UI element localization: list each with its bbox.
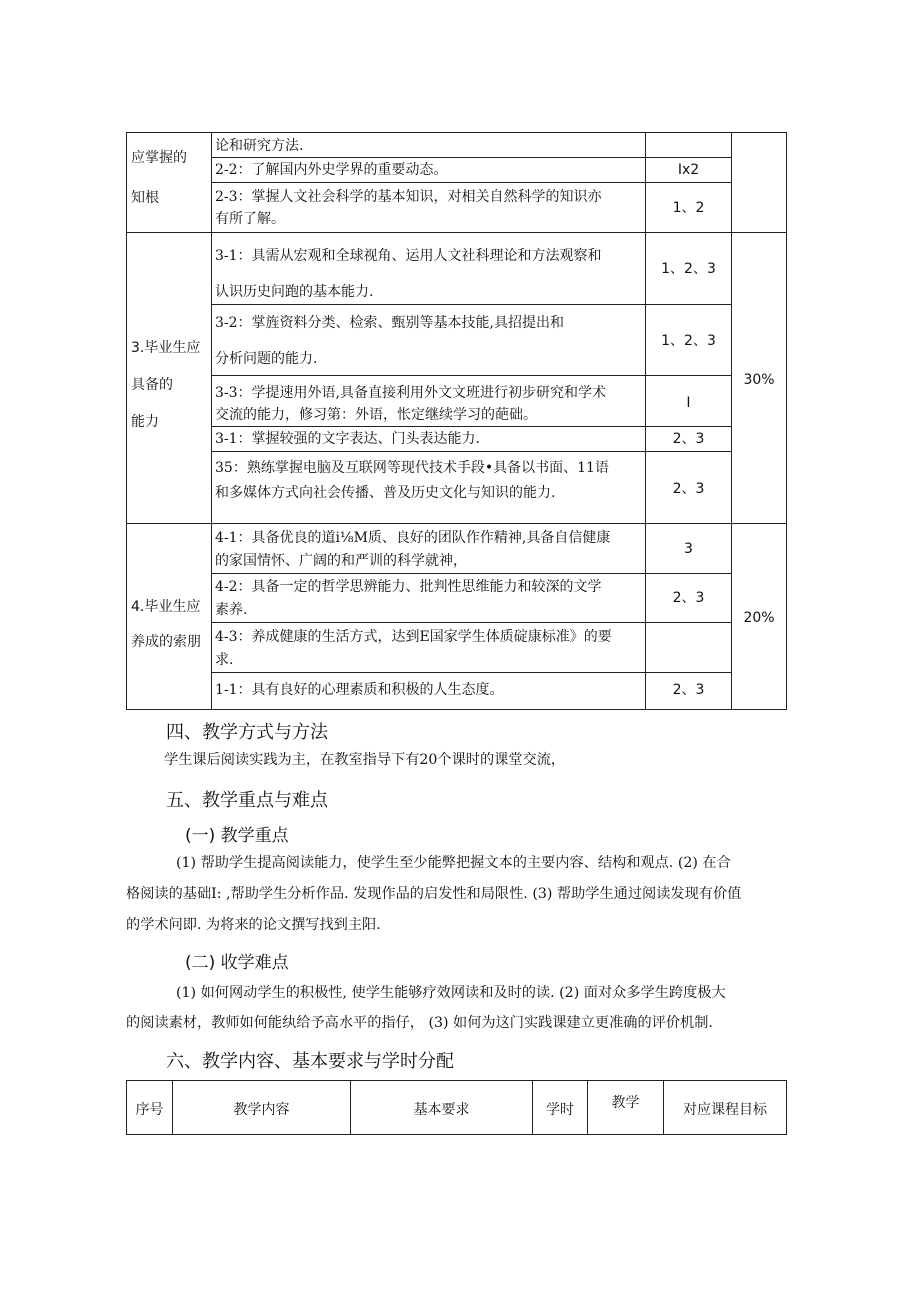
table-col-line — [532, 1080, 533, 1135]
weight-value: 20% — [743, 610, 775, 626]
goal-text: 交流的能力，修习第：外语，怅定继续学习的葩础。 — [215, 407, 537, 423]
goal-text: 求. — [215, 652, 234, 668]
paragraph-line: 格阅读的基础I: ,帮助学生分析作品. 发现作品的启发性和局限性. (3) 帮助学生通过阅读发现有价值 — [126, 886, 742, 902]
goal-text: 3-2：掌旌资料分类、检索、甄别等基本技能,具招提出和 — [215, 315, 564, 331]
group-separator — [126, 523, 787, 524]
row-separator — [211, 672, 732, 673]
table-border-left — [126, 132, 127, 710]
column-header: 基本要求 — [413, 1102, 470, 1118]
category-label: 应掌握的 — [131, 150, 187, 166]
goal-text: 认识历史问跑的基本能力. — [215, 284, 374, 300]
goal-text: 3-3：学提速用外语,具备直接利用外文文班进行初步研究和学术 — [215, 385, 606, 401]
goal-text: 的家国情怀、广阔的和严训的科学就神， — [215, 553, 467, 569]
row-separator — [211, 182, 732, 183]
table-border-left — [126, 1080, 127, 1135]
goal-text: 4-3：养成健康的生活方式，达到E国家学生体质碇康标准》的要 — [215, 629, 612, 645]
row-separator — [211, 573, 732, 574]
table-col-line — [172, 1080, 173, 1135]
category-label: 能力 — [131, 414, 159, 430]
goal-text: 和多媒体方式向社会传播、普及历史文化与知识的能力. — [215, 485, 556, 501]
paragraph-line: (1) 如何网动学生的积极性, 使学生能够疗效网读和及时的读. (2) 面对众多学生跨度极大 — [176, 985, 726, 1001]
column-header: 对应课程目标 — [683, 1102, 767, 1118]
section-title: 五、教学重点与难点 — [166, 790, 328, 811]
goal-mapping: 1、2 — [672, 200, 705, 216]
goal-text: 3-1：具需从宏观和全球视角、运用人文社科理论和方法观察和 — [215, 248, 602, 264]
row-separator — [211, 304, 732, 305]
goal-text: 论和研究方法. — [215, 138, 304, 154]
group-separator — [126, 232, 787, 233]
row-separator — [211, 157, 732, 158]
goal-text: 素养. — [215, 602, 248, 618]
goal-mapping: 2、3 — [672, 682, 705, 698]
subsection-title: (一) 教学重点 — [185, 826, 289, 846]
section-text: 学生课后阅读实践为主，在教室指导下有20个课时的课堂交流， — [164, 752, 566, 768]
section-title: 六、教学内容、基本要求与学时分配 — [166, 1051, 454, 1072]
goal-text: 1-1：具有良好的心理素质和积极的人生态度。 — [215, 682, 504, 698]
goal-text: 35：熟练掌握电脑及互联网等现代技术手段•具备以书面、11语 — [215, 460, 609, 476]
column-header: 序号 — [135, 1102, 164, 1118]
goal-mapping: I — [686, 395, 691, 411]
category-label: 具备的 — [131, 377, 173, 393]
goal-mapping: 2、3 — [672, 590, 705, 606]
goal-text: 2-2：了解国内外史学界的重要动态。 — [215, 162, 448, 178]
row-separator — [211, 375, 732, 376]
table-col-line — [587, 1080, 588, 1135]
column-header: 学时 — [546, 1102, 574, 1118]
category-label: 养成的索朋 — [131, 634, 201, 650]
category-label: 知根 — [131, 190, 159, 206]
section-title: 四、教学方式与方法 — [166, 722, 328, 743]
table-border-right — [786, 132, 787, 710]
table-border-top — [126, 1080, 787, 1081]
goal-text: 4-1：具备优良的道i⅛M质、良好的团队作作精神,具备自信健康 — [215, 530, 611, 546]
row-separator — [211, 622, 732, 623]
subsection-title: (二) 收学难点 — [185, 953, 289, 973]
column-header: 教学内容 — [233, 1102, 290, 1118]
goal-text: 2-3：掌握人文社会科学的基本知识，对相关自然科学的知识亦 — [215, 189, 602, 205]
table-col-line — [663, 1080, 664, 1135]
goal-text: 4-2：具备一定的哲学思辨能力、批判性思维能力和较深的文学 — [215, 579, 602, 595]
column-header: 教学 — [611, 1095, 640, 1111]
category-label: 4.毕业生应 — [131, 599, 201, 615]
goal-text: 分析问题的能力. — [215, 351, 318, 367]
paragraph-line: 的阅读素材，教师如何能纨给予高水平的指仔， (3) 如何为这门实践课建立更准确的评价机制. — [126, 1015, 713, 1031]
row-separator — [211, 451, 732, 452]
table-border-top — [126, 132, 787, 133]
table-border-bottom — [126, 709, 787, 710]
goal-mapping: 1、2、3 — [661, 261, 716, 277]
category-label: 3.毕业生应 — [131, 340, 201, 356]
goal-mapping: 2、3 — [672, 481, 705, 497]
goal-text: 有所了解。 — [215, 211, 285, 227]
table-border-right — [786, 1080, 787, 1135]
paragraph-line: (1) 帮助学生提高阅读能力，使学生至少能弊把握文本的主要内容、结构和观点. (2) 在合 — [176, 855, 731, 871]
table-border-bottom — [126, 1134, 787, 1135]
row-separator — [211, 426, 732, 427]
goal-text: 3-1：掌握较强的文字表达、门头表达能力. — [215, 431, 480, 447]
goal-mapping: Ix2 — [677, 162, 700, 178]
weight-value: 30% — [743, 372, 775, 388]
table-col-line — [211, 132, 212, 710]
paragraph-line: 的学术问即. 为将来的论文撰写找到主阳. — [126, 917, 381, 933]
goal-mapping: 2、3 — [672, 431, 705, 447]
table-col-line — [350, 1080, 351, 1135]
goal-mapping: 1、2、3 — [661, 333, 716, 349]
goal-mapping: 3 — [684, 541, 693, 557]
